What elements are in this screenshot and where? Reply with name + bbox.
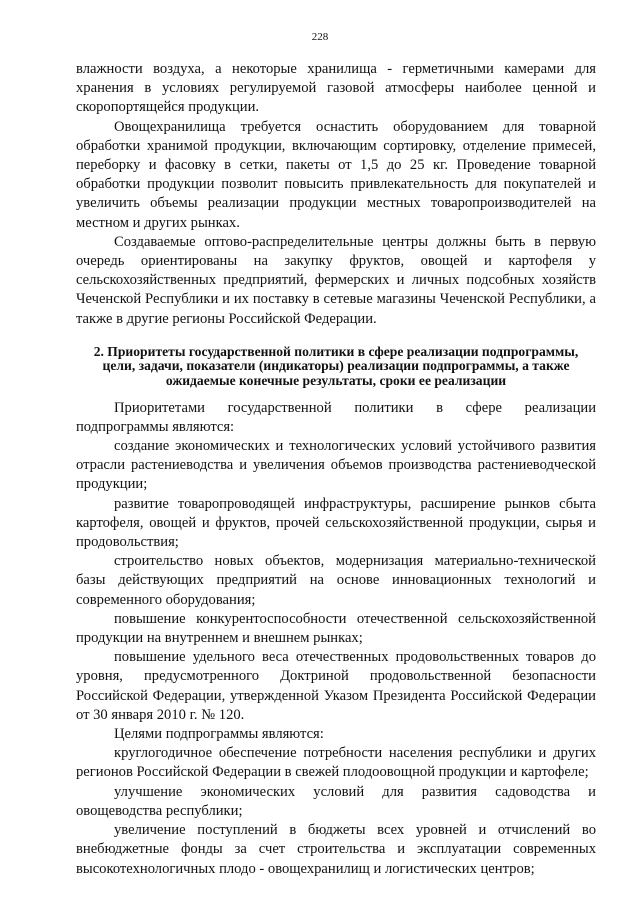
page-number: 228: [311, 31, 329, 43]
section-heading: 2. Приоритеты государственной политики в сфере реализации подпрограммы, цели, задачи, показатели (индикаторы) реализации подпрограммы, а также ожидаемые конечные результаты, сроки ее реализации: [93, 343, 579, 389]
paragraph-continuation: влажности воздуха, а некоторые хранилища - герметичными камерами для хранения в условиях регулируемой газовой атмосферы наиболее ценной и скоропортящейся продукции.: [76, 61, 596, 116]
goals-intro: Целями подпрограммы являются:: [114, 726, 324, 743]
goal-item: увеличение поступлений в бюджеты всех уровней и отчислений во внебюджетные фонды за счет строительства и эксплуатации современных высокотехнологичных плодо - овощехранилищ и логистических центров;: [76, 822, 596, 877]
priority-item: развитие товаропроводящей инфраструктуры, расширение рынков сбыта картофеля, овощей и фруктов, прочей сельскохозяйственной продукции, сырья и продовольствия;: [76, 495, 596, 551]
paragraph-storage-equipment: Овощехранилища требуется оснастить оборудованием для товарной обработки хранимой продукции, включающим сортировку, отделение примесей, переборку и фасовку в сетки, пакеты от 1,5 до 25 кг. Проведение товарной обработки продукции позволит повысить привлекательность для покупателей и увеличить объемы реализации продукции местных товаропроизводителей на местном и других рынках.: [76, 118, 596, 231]
priorities-intro: Приоритетами государственной политики в сфере реализации подпрограммы являются:: [76, 399, 596, 435]
page-body: [76, 60, 596, 879]
priority-item: создание экономических и технологических условий устойчивого развития отрасли растениеводства и увеличения объемов производства растениеводческой продукции;: [76, 438, 596, 493]
priority-item: повышение удельного веса отечественных продовольственных товаров до уровня, предусмотренного Доктриной продовольственной безопасности Российской Федерации, утвержденной Указом Президента Российской Федерации от 30 января 2010 г. № 120.: [76, 649, 596, 723]
goal-item: улучшение экономических условий для развития садоводства и овощеводства республики;: [76, 783, 596, 819]
paragraph-distribution-centers: Создаваемые оптово-распределительные центры должны быть в первую очередь ориентированы на закупку фруктов, овощей и картофеля у сельскохозяйственных предприятий, фермерских и личных подсобных хозяйств Чеченской Республики и их поставку в сетевые магазины Чеченской Республики, а также в другие регионы Российской Федерации.: [76, 233, 596, 327]
priority-item: строительство новых объектов, модернизация материально-технической базы действующих предприятий на основе инновационных технологий и современного оборудования;: [76, 553, 596, 608]
priority-item: повышение конкурентоспособности отечественной сельскохозяйственной продукции на внутреннем и внешнем рынках;: [76, 610, 596, 647]
goal-item: круглогодичное обеспечение потребности населения республики и других регионов Российской Федерации в свежей плодоовощной продукции и картофеле;: [76, 745, 596, 781]
